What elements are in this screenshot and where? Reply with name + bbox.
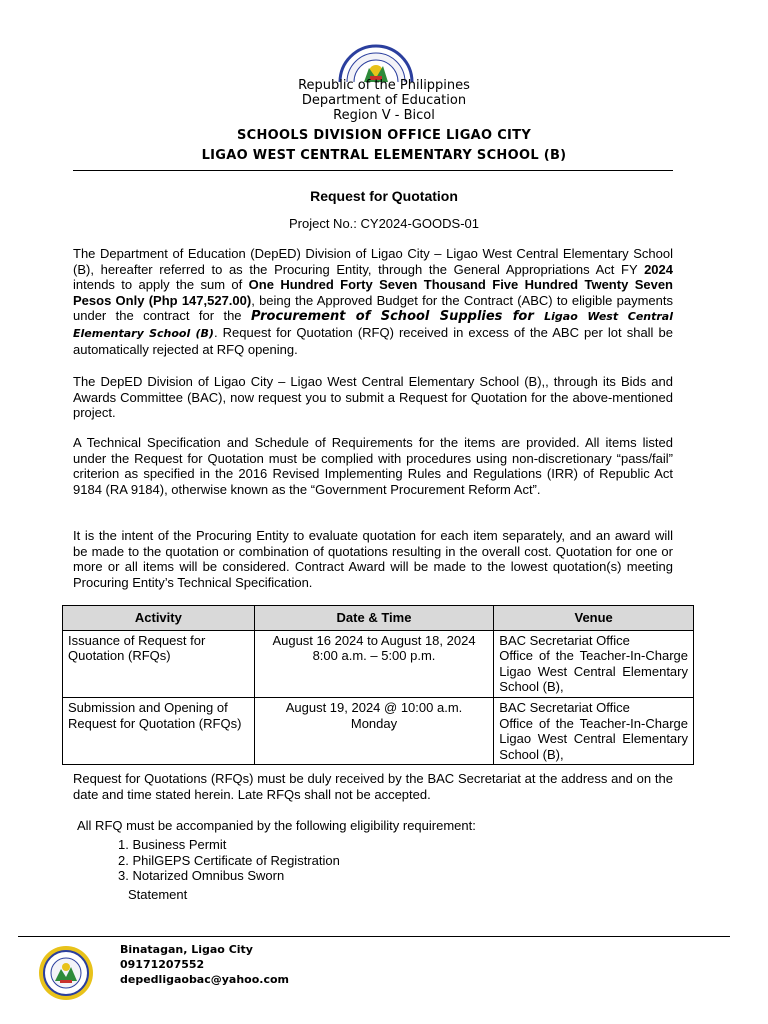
schedule-header-row bbox=[63, 606, 694, 631]
p1-year: 2024 bbox=[644, 261, 673, 277]
activity-cell: Issuance of Request for Quotation (RFQs) bbox=[63, 630, 255, 697]
header-school: LIGAO WEST CENTRAL ELEMENTARY SCHOOL (B) bbox=[201, 148, 567, 163]
venue-line: BAC Secretariat Office bbox=[499, 699, 630, 715]
venue-line: BAC Secretariat Office bbox=[499, 632, 630, 648]
deped-seal-icon bbox=[334, 38, 418, 82]
footer-phone: 09171207552 bbox=[120, 958, 205, 971]
time-line: Monday bbox=[350, 715, 398, 731]
header-office: SCHOOLS DIVISION OFFICE LIGAO CITY bbox=[236, 128, 532, 143]
time-line: 8:00 a.m. – 5:00 p.m. bbox=[312, 648, 436, 664]
footer-address: Binatagan, Ligao City bbox=[120, 943, 253, 956]
venue-cell bbox=[494, 630, 694, 697]
header-republic: Republic of the Philippines bbox=[298, 78, 470, 93]
list-item: 2. PhilGEPS Certificate of Registration bbox=[118, 852, 340, 868]
p1-text-3: , being the Approved Budget for the Contract (ABC) to eligible payments under the contract for the bbox=[73, 292, 673, 324]
column-header-venue: Venue bbox=[494, 606, 694, 631]
date-cell bbox=[254, 630, 494, 697]
date-line: August 19, 2024 @ 10:00 a.m. bbox=[285, 699, 463, 715]
p1-contract-a: Procurement of School Supplies for bbox=[250, 309, 545, 325]
footer-email: depedligaobac@yahoo.com bbox=[120, 973, 290, 986]
requirement-continuation: Statement bbox=[128, 887, 188, 902]
header-divider bbox=[73, 170, 673, 171]
table-row bbox=[63, 630, 694, 697]
date-cell bbox=[254, 697, 494, 764]
paragraph-submission-note: Request for Quotations (RFQs) must be duly received by the BAC Secretariat at the address and on the date and time stated herein. Late RFQs shall not be accepted. bbox=[73, 771, 673, 802]
venue-cell bbox=[494, 697, 694, 764]
paragraph-budget bbox=[73, 246, 673, 357]
table-row bbox=[63, 697, 694, 764]
project-number: Project No.: CY2024-GOODS-01 bbox=[288, 216, 480, 231]
p1-text-2: intends to apply the sum of bbox=[73, 277, 249, 293]
p1-amount: One Hundred Forty Seven Thousand Five Hundred Twenty Seven Pesos Only (Php 147,527.00) bbox=[73, 277, 674, 308]
paragraph-specification: A Technical Specification and Schedule of Requirements for the items are provided. All items listed under the Request for Quotation must be complied with procedures using non-discretionary “pass/fail” criterion as specified in the 2016 Revised Implementing Rules and Regulations (IRR) of Republic Act 9184 (RA 9184), otherwise known as the “Government Procurement Reform Act”. bbox=[73, 435, 673, 497]
deped-seal-icon bbox=[38, 945, 94, 1001]
schedule-table bbox=[62, 605, 694, 765]
list-item: 1. Business Permit bbox=[118, 837, 227, 852]
p1-text-4: . Request for Quotation (RFQ) received in excess of the ABC per lot shall be automatically rejected at RFQ opening. bbox=[73, 324, 673, 357]
activity-cell: Submission and Opening of Request for Quotation (RFQs) bbox=[63, 697, 255, 764]
venue-detail: Office of the Teacher-In-Charge Ligao West Central Elementary School (B), bbox=[499, 715, 688, 762]
paragraph-eligibility: All RFQ must be accompanied by the following eligibility requirement: bbox=[77, 818, 476, 833]
p1-contract-b: Ligao West Central Elementary School (B) bbox=[73, 310, 673, 340]
paragraph-evaluation: It is the intent of the Procuring Entity to evaluate quotation for each item separately, and an award will be made to the quotation or combination of quotations resulting in the overall cost. Quotation for one or more or all items will be considered. Contract Award will be made to the lowest quotation(s) meeting Procuring Entity’s Technical Specification. bbox=[73, 528, 673, 590]
footer-contact bbox=[120, 942, 289, 987]
p1-text-1: The Department of Education (DepED) Division of Ligao City – Ligao West Central Elementary School (B), hereafter referred to as the Procuring Entity, through the General Appropriations Act FY bbox=[73, 246, 673, 277]
header-region: Region V - Bicol bbox=[333, 108, 435, 123]
footer-divider bbox=[18, 936, 730, 937]
list-item: 3. Notarized Omnibus Sworn bbox=[118, 868, 285, 884]
date-line: August 16 2024 to August 18, 2024 bbox=[272, 632, 476, 648]
column-header-date-time: Date & Time bbox=[254, 606, 494, 631]
column-header-activity: Activity bbox=[63, 606, 255, 631]
venue-detail: Office of the Teacher-In-Charge Ligao West Central Elementary School (B), bbox=[499, 648, 688, 695]
header-department: Department of Education bbox=[301, 93, 467, 108]
paragraph-bac: The DepED Division of Ligao City – Ligao West Central Elementary School (B),, through its Bids and Awards Committee (BAC), now request you to submit a Request for Quotation for the above-mentioned project. bbox=[73, 374, 673, 421]
requirements-list bbox=[118, 837, 340, 884]
page-title: Request for Quotation bbox=[310, 188, 458, 204]
